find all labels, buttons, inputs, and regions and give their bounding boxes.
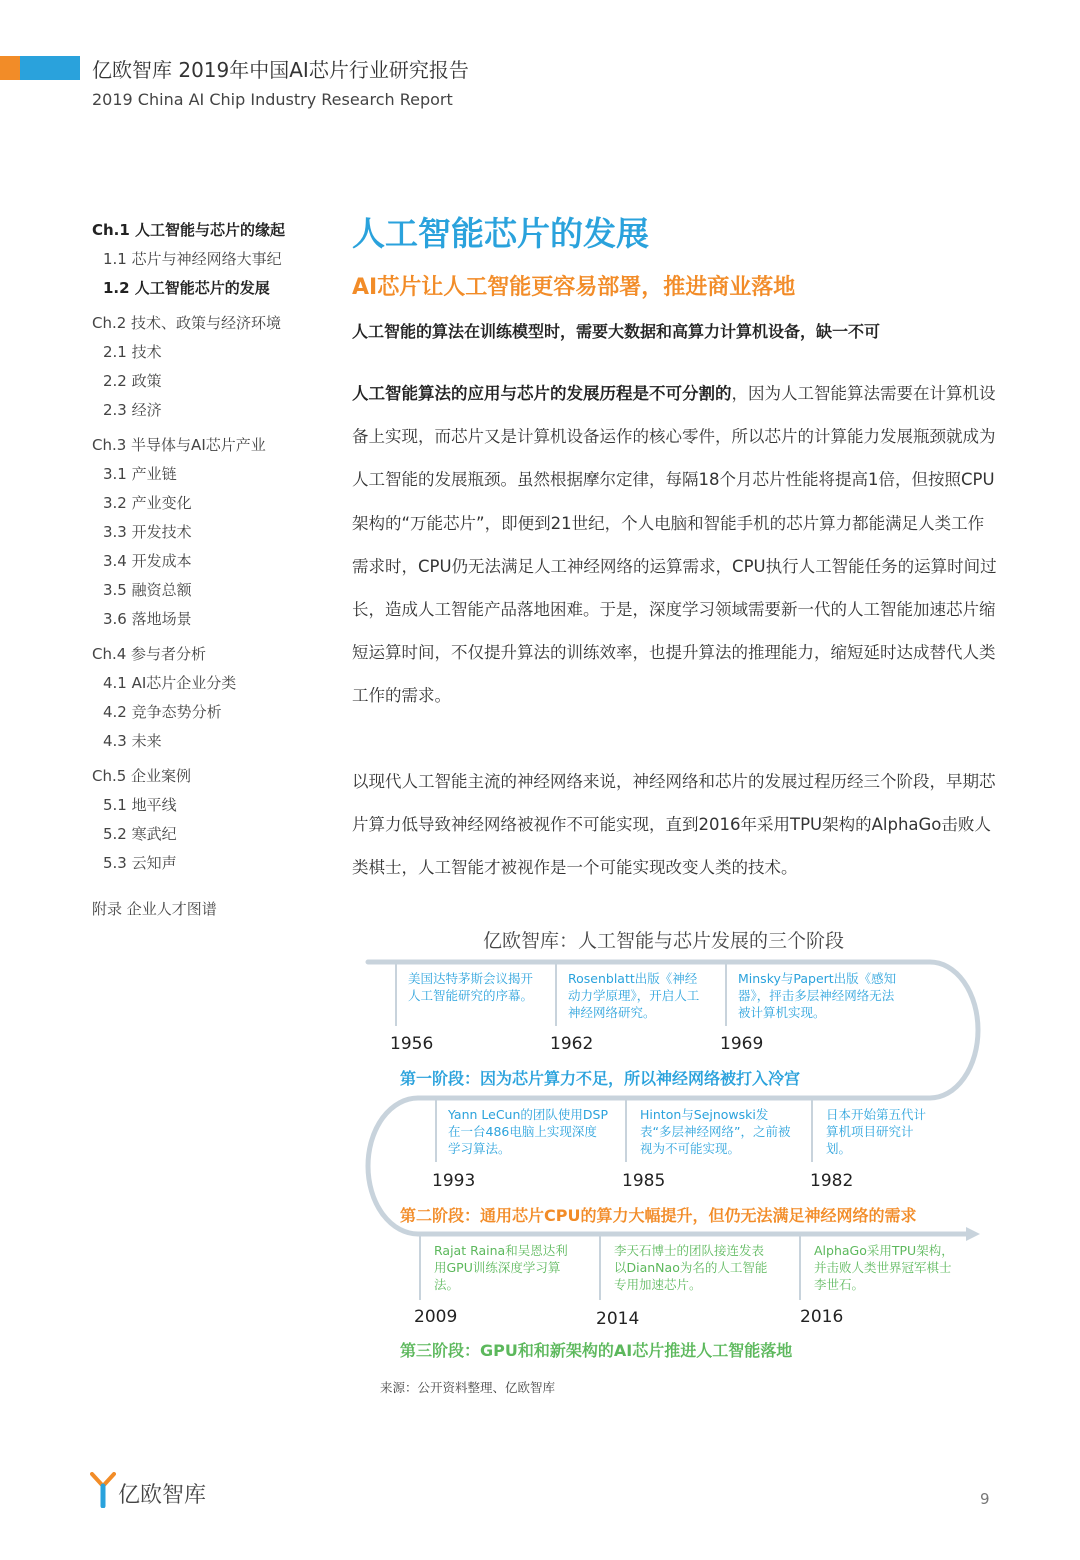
toc-item-3-2[interactable]: 3.2 产业变化 bbox=[103, 494, 192, 512]
toc-item-1-1[interactable]: 1.1 芯片与神经网络大事纪 bbox=[103, 250, 282, 268]
year-1993: 1993 bbox=[432, 1171, 476, 1191]
page-number: 9 bbox=[980, 1490, 990, 1508]
section-subtitle: AI芯片让人工智能更容易部署，推进商业落地 bbox=[352, 275, 796, 300]
paragraph-1-body: ，因为人工智能算法需要在计算机设备上实现，而芯片又是计算机设备运作的核心零件，所以芯片的计算能力发展瓶颈就成为人工智能的发展瓶颈。虽然根据摩尔定律，每隔18个月芯片性能将提高1倍，但按照CPU架构的“万能芯片”，即便到21世纪，个人电脑和智能手机的芯片算力都能满足人类工作需求时，CPU仍无法满足人工神经网络的运算需求，CPU执行人工智能任务的运算时间过长，造成人工智能产品落地困难。于是，深度学习领域需要新一代的人工智能加速芯片缩短运算时间，不仅提升算法的训练效率，也提升算法的推理能力，缩短延时达成替代人类工作的需求。 bbox=[352, 384, 997, 706]
paragraph-2: 以现代人工智能主流的神经网络来说，神经网络和芯片的发展过程历经三个阶段，早期芯片算力低导致神经网络被视作不可能实现，直到2016年采用TPU架构的AlphaGo击败人类棋士，人工智能才被视作是一个可能实现改变人类的技术。 bbox=[352, 772, 996, 878]
year-1985: 1985 bbox=[622, 1171, 666, 1191]
toc-item-3-4[interactable]: 3.4 开发成本 bbox=[103, 552, 192, 570]
toc-chapter-4[interactable]: Ch.4 参与者分析 bbox=[92, 645, 207, 663]
stage-1-label: 第一阶段：因为芯片算力不足，所以神经网络被打入冷宫 bbox=[400, 1069, 801, 1088]
year-1962: 1962 bbox=[550, 1034, 594, 1054]
toc-chapter-2[interactable]: Ch.2 技术、政策与经济环境 bbox=[92, 314, 282, 332]
stage-3-label: 第三阶段：GPU和和新架构的AI芯片推进人工智能落地 bbox=[400, 1341, 793, 1360]
year-1982: 1982 bbox=[810, 1171, 854, 1191]
toc-item-4-2[interactable]: 4.2 竞争态势分析 bbox=[103, 703, 222, 721]
year-2009: 2009 bbox=[414, 1307, 458, 1327]
toc-item-5-2[interactable]: 5.2 寒武纪 bbox=[103, 825, 177, 843]
report-title: 亿欧智库 2019年中国AI芯片行业研究报告 bbox=[92, 58, 469, 82]
yiou-logo-icon bbox=[90, 1472, 116, 1508]
section-title: 人工智能芯片的发展 bbox=[352, 214, 649, 253]
toc-chapter-3[interactable]: Ch.3 半导体与AI芯片产业 bbox=[92, 436, 266, 454]
event-2009: Rajat Raina和吴恩达利用GPU训练深度学习算法。 bbox=[434, 1243, 568, 1292]
event-1969: Minsky与Papert出版《感知器》，抨击多层神经网络无法被计算机实现。 bbox=[738, 971, 897, 1020]
toc-item-3-5[interactable]: 3.5 融资总额 bbox=[103, 581, 192, 599]
diagram-source: 来源：公开资料整理、亿欧智库 bbox=[380, 1380, 556, 1395]
event-1962: Rosenblatt出版《神经动力学原理》，开启人工神经网络研究。 bbox=[568, 971, 700, 1020]
toc-item-1-2-current[interactable]: 1.2 人工智能芯片的发展 bbox=[103, 279, 270, 297]
toc-chapter-1[interactable]: Ch.1 人工智能与芯片的缘起 bbox=[92, 221, 286, 239]
toc-item-3-1[interactable]: 3.1 产业链 bbox=[103, 465, 177, 483]
toc-chapter-5[interactable]: Ch.5 企业案例 bbox=[92, 767, 192, 785]
diagram-title: 亿欧智库：人工智能与芯片发展的三个阶段 bbox=[483, 930, 845, 952]
event-1985: Hinton与Sejnowski发表“多层神经网络”，之前被视为不可能实现。 bbox=[640, 1107, 791, 1156]
toc-item-2-1[interactable]: 2.1 技术 bbox=[103, 343, 162, 361]
event-1956: 美国达特茅斯会议揭开人工智能研究的序幕。 bbox=[408, 971, 534, 1003]
report-subtitle: 2019 China AI Chip Industry Research Report bbox=[92, 90, 453, 109]
toc-item-5-3[interactable]: 5.3 云知声 bbox=[103, 854, 177, 872]
year-2014: 2014 bbox=[596, 1309, 640, 1329]
footer-logo-text: 亿欧智库 bbox=[118, 1483, 207, 1508]
toc-item-5-1[interactable]: 5.1 地平线 bbox=[103, 796, 177, 814]
paragraph-1-emphasis: 人工智能算法的应用与芯片的发展历程是不可分割的 bbox=[352, 384, 732, 403]
toc-item-4-3[interactable]: 4.3 未来 bbox=[103, 732, 162, 750]
timeline-arrowhead bbox=[966, 1227, 980, 1241]
event-2014: 李天石博士的团队接连发表以DianNao为名的人工智能专用加速芯片。 bbox=[614, 1243, 768, 1292]
toc-item-3-3[interactable]: 3.3 开发技术 bbox=[103, 523, 192, 541]
toc-item-2-3[interactable]: 2.3 经济 bbox=[103, 401, 162, 419]
year-1956: 1956 bbox=[390, 1034, 434, 1054]
event-2016: AlphaGo采用TPU架构，并击败人类世界冠军棋士李世石。 bbox=[814, 1243, 954, 1292]
section-lead: 人工智能的算法在训练模型时，需要大数据和高算力计算机设备，缺一不可 bbox=[352, 322, 881, 341]
year-1969: 1969 bbox=[720, 1034, 764, 1054]
toc-item-2-2[interactable]: 2.2 政策 bbox=[103, 372, 162, 390]
toc-item-4-1[interactable]: 4.1 AI芯片企业分类 bbox=[103, 674, 237, 692]
event-1982: 日本开始第五代计算机项目研究计划。 bbox=[826, 1107, 927, 1156]
year-2016: 2016 bbox=[800, 1307, 844, 1327]
event-1993: Yann LeCun的团队使用DSP在一台486电脑上实现深度学习算法。 bbox=[448, 1107, 608, 1156]
stage-2-label: 第二阶段：通用芯片CPU的算力大幅提升，但仍无法满足神经网络的需求 bbox=[400, 1206, 917, 1225]
toc-appendix[interactable]: 附录 企业人才图谱 bbox=[92, 900, 217, 918]
toc-item-3-6[interactable]: 3.6 落地场景 bbox=[103, 610, 192, 628]
